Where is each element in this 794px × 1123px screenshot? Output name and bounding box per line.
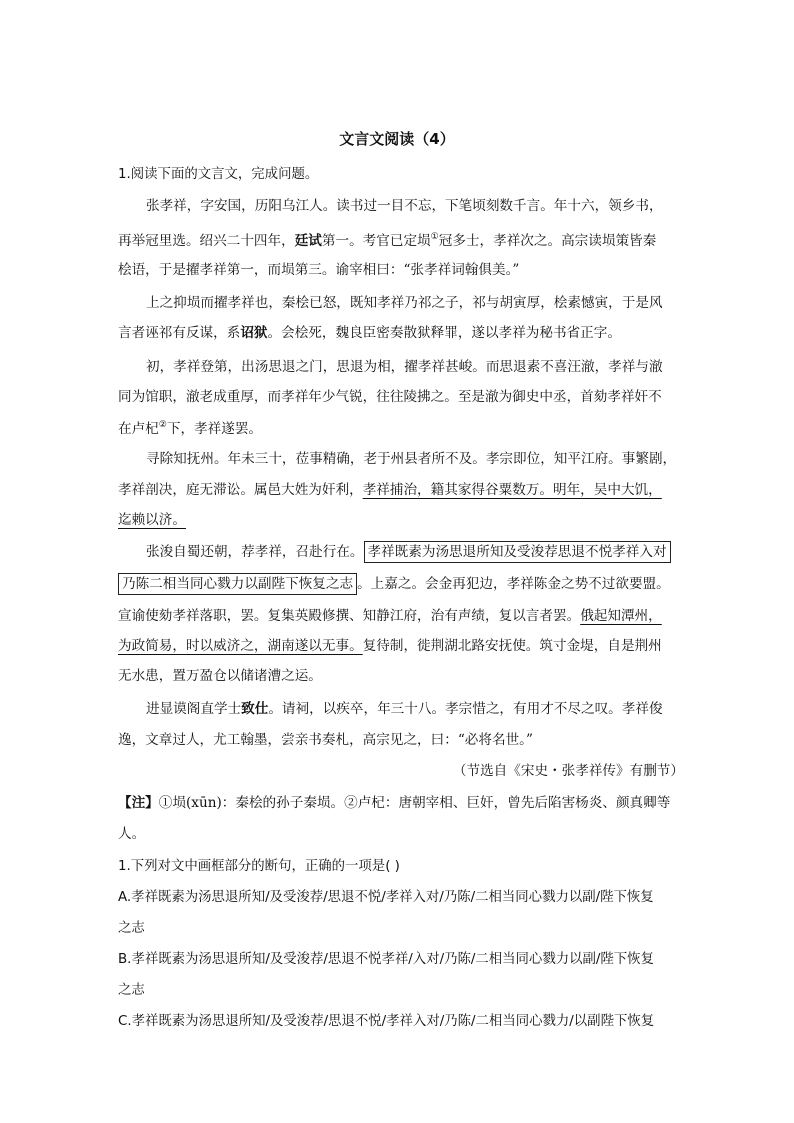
p1-line3: 桧语，于是擢孝祥第一，而埙第三。谕宰相曰：“张孝祥词翰俱美。”: [118, 262, 520, 278]
p4-text: 孝祥剖决，庭无滞讼。属邑大姓为奸利，: [118, 482, 363, 498]
p5-text: 张浚自蜀还朝，荐孝祥，召赴行在。: [146, 544, 364, 560]
source-citation: （节选自《宋史・张孝祥传》有删节）: [452, 763, 684, 779]
p3-line3: [118, 421, 262, 437]
p5-line2: [118, 578, 670, 592]
option-b-line1: B.孝祥既素为汤思退所知/及受浚荐/思退不悦孝祥/入对/乃陈/二相当同心戮力以副/陛下恢复: [118, 952, 654, 967]
p5-text: 复待制，徙荆湖北路安抚使。筑寸金堤，自是荆州: [362, 638, 662, 654]
note-line2: 人。: [118, 826, 146, 842]
p1-line2: [118, 233, 656, 249]
p2-text: 言者诬祁有反谋，系: [118, 325, 241, 341]
underlined-passage: 孝祥捕治，籍其家得谷粟数万。明年，吴中大饥，: [362, 482, 662, 498]
p4-line2: [118, 484, 662, 498]
note-text: ①埙(xūn)：秦桧的孙子秦埙。②卢杞：唐朝宰相、巨奸，曾先后陷害杨炎、颜真卿等: [158, 795, 671, 811]
option-a-line1: A.孝祥既素为汤思退所知/及受浚荐/思退不悦/孝祥入对/乃陈/二相当同心戮力以副/陛下恢复: [118, 890, 654, 905]
p5-line5: 无水患，置万盈仓以储诸漕之运。: [118, 668, 322, 684]
boxed-passage: 孝祥既素为汤思退所知及受浚荐思退不悦孝祥入对: [364, 541, 671, 563]
option-b-line2: 之志: [118, 983, 145, 998]
p1-text: 冠多士，孝祥次之。高宗读埙策皆秦: [438, 233, 657, 249]
p3-line2: 同为馆职，澈老成重厚，而孝祥年少气锐，往往陵拂之。至是澈为御史中丞，首劾孝祥奸不: [118, 389, 662, 405]
p3-text: 在卢杞: [118, 421, 159, 437]
p6-text: 。请祠，以疾卒，年三十八。孝宗惜之，有用才不尽之叹。孝祥俊: [268, 701, 663, 717]
note-line1: [118, 797, 670, 811]
p5-line1: [146, 546, 671, 560]
note-marker: ①: [430, 232, 439, 242]
p2-text: 。会桧死，魏良臣密奏散狱释罪，遂以孝祥为秘书省正字。: [267, 325, 621, 341]
p2-bold-term: 诏狱: [240, 325, 268, 341]
document-title: 文言文阅读（4）: [339, 130, 455, 148]
question-stem: 1.下列对文中画框部分的断句，正确的一项是( ): [118, 859, 400, 874]
p1-text: 再举冠里选。绍兴二十四年，: [118, 233, 295, 249]
p6-bold-term: 致仕: [241, 701, 269, 717]
p6-line1: [146, 703, 663, 717]
p5-line3: [118, 610, 662, 624]
note-marker: ②: [158, 420, 167, 430]
p1-text: 第一。考官已定埙: [321, 233, 431, 249]
p5-line4: [118, 640, 662, 654]
p2-line1: 上之抑埙而擢孝祥也，秦桧已怒，既知孝祥乃祁之子，祁与胡寅厚，桧素憾寅，于是风: [146, 295, 663, 311]
boxed-passage: 乃陈二相当同心戮力以副陛下恢复之志: [118, 573, 357, 595]
p4-line1: 寻除知抚州。年未三十，莅事精确，老于州县者所不及。孝宗即位，知平江府。事繁剧，: [146, 451, 677, 467]
p6-line2: 逸，文章过人，尤工翰墨，尝亲书奏札，高宗见之，曰：“必将名世。”: [118, 732, 533, 748]
p3-line1: 初，孝祥登第，出汤思退之门，思退为相，擢孝祥甚峻。而思退素不喜汪澈，孝祥与澈: [146, 359, 663, 375]
p5-text: 。上嘉之。会金再犯边，孝祥陈金之势不过欲要盟。: [357, 576, 670, 592]
instruction: 1.阅读下面的文言文，完成问题。: [118, 167, 319, 182]
option-a-line2: 之志: [118, 921, 145, 936]
p5-text: 宣谕使劾孝祥落职，罢。复集英殿修撰、知静江府，治有声绩，复以言者罢。: [118, 608, 581, 624]
option-c-line1: C.孝祥既素为汤思退所知/及受浚荐/思退不悦/孝祥入对/乃陈/二相当同心戮力/以副陛下恢复: [118, 1014, 655, 1029]
underlined-passage: 俄起知潭州，: [580, 608, 662, 624]
p1-line1: 张孝祥，字安国，历阳乌江人。读书过一目不忘，下笔顷刻数千言。年十六，领乡书，: [146, 198, 663, 214]
p3-text: 下，孝祥遂罢。: [166, 421, 263, 437]
p4-line3: [118, 514, 186, 528]
p6-text: 进显谟阁直学士: [146, 701, 242, 717]
note-label: 【注】: [118, 795, 159, 811]
underlined-passage: 为政简易，时以威济之，湖南遂以无事。: [118, 638, 363, 654]
p2-line2: [118, 327, 621, 341]
p1-bold-term: 廷试: [294, 233, 322, 249]
underlined-passage: 迄赖以济。: [118, 512, 186, 528]
